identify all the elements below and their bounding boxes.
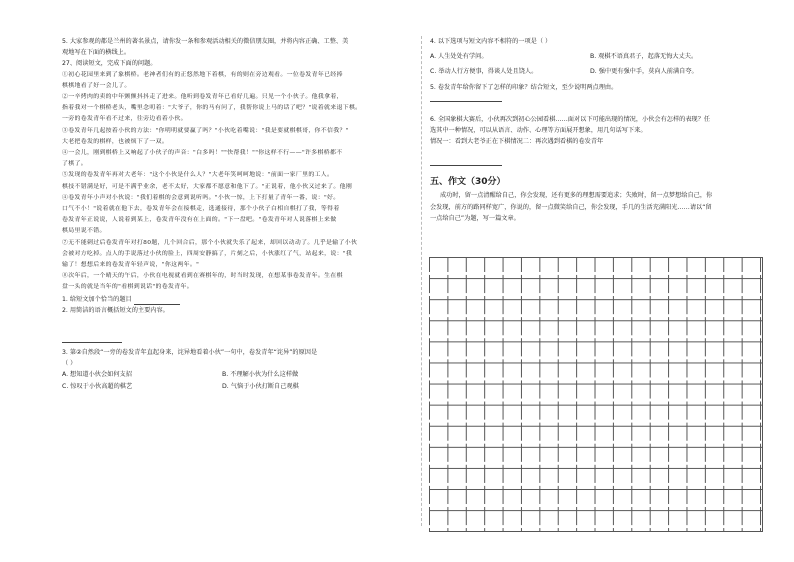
question-5: 5. 卷发青年给你留下了怎样的印象？结合短文，至少说明两点理由。 (430, 83, 618, 91)
question-3-options-row-1 (62, 369, 417, 380)
passage-line: 大老把卷发的棋样，也被烦下了一双。 (62, 138, 169, 145)
option-c[interactable]: C. 惊叹于小伙高超的棋艺 (62, 382, 133, 390)
question-1-text: 1. 给短文加个恰当的题目 (62, 295, 132, 303)
question-3: 3. 第②自然段“一旁的卷发青年直起身来，诧异地看着小伙”一句中，卷发青年“诧异”的原因是 (62, 349, 318, 357)
passage-line: ④一会儿，刚到棋桥上又响起了小伙子的声音："白多吗！""快帮我！""你这样不行——"许多棋桥都不 (62, 150, 343, 157)
question-5-answer-line[interactable] (430, 95, 502, 102)
question-3-options-row-2 (62, 381, 417, 392)
passage-line: ⑤发现的卷发青年再对大老年："这个小伙是什么人？"大老年笑呵呵地说："前面一家厂里的工人。 (62, 172, 334, 179)
grid-row-spacing (429, 257, 762, 531)
option-c[interactable]: C. 举动人行方便事，得谈人处且饶人。 (430, 68, 538, 76)
passage-line: 口气不小！"说着就在他下去，卷发青年会在接棋走，选通接待，那个小伙子白相自棋打了我，等得着 (62, 206, 340, 213)
passage-line: 棋棋地看了好一会儿了。 (62, 82, 131, 89)
passage-line: ⑦无不能刺过后卷发青年对打80题，几个回合后，那个小伙就失乐了起来，却回以动动了。几乎是输了小伙 (62, 239, 358, 246)
question-6-line-2: 选其中一种情况，可以从语言、动作、心理等方面展开想象，用几句话写下来。 (430, 127, 647, 135)
option-d[interactable]: D. 强中更有强中手，莫向人前满自夸。 (590, 68, 698, 76)
passage-line: 卷发青年正说说，人说着到某上，卷发青年没有在上面的。"下一盘吧。"卷发青年对人说落棋上来做 (62, 217, 337, 224)
reading-title: 27、阅读短文，完成下面的问题。 (62, 60, 157, 68)
question-4-options-row-1 (430, 51, 760, 62)
left-column (62, 36, 417, 392)
passage-line: ②一辛烤肉的卖的中年颤颤抖抖走了进来。他听到卷发青年已看好几遍。只见一个小伙子。他我拿着， (62, 94, 343, 101)
passage-line: ③卷发青年几起按着小伙的方法："你明明就要赢了吗？"小伙吃着嘴说："我是要就棋棋哥，你不信我？" (62, 127, 349, 134)
option-b[interactable]: B. 不理解小伙为什么这样做 (222, 371, 299, 379)
question-2: 2. 用简洁的语言概括短文的主要内容。 (62, 306, 169, 314)
passage-line: ⑧次年后，一个晴天的午后，小伙在电视就看到在赛棋年的，时当时发现，在想某事卷发青年。生在棋 (62, 273, 343, 280)
composition-writing-grid[interactable] (429, 257, 763, 532)
question-5-intro-line-1: 5. 大家参观的都是兰州的著名景点，请你发一条和参观活动相关的微信朋友圈，并将内容正确、工整、美 (62, 38, 349, 45)
passage-line: 棋技不错满是好，可是不满乎业余，老不太好，大家都不愿意和他下了。"正说着，他小伙又过来了。他刚 (62, 183, 353, 190)
question-6-answer-line[interactable] (430, 159, 502, 166)
option-d[interactable]: D. 气恼于小伙打断自己观棋 (222, 382, 299, 390)
option-b[interactable]: B. 观棋不语真君子，起落无悔大丈夫。 (590, 53, 698, 61)
passage-line: 输了！想想后来的卷发青年轻声说，"你这两年。" (62, 262, 200, 269)
question-4: 4. 以下选项与短文内容不相符的一项是（ ） (430, 38, 552, 45)
option-a[interactable]: A. 想知道小伙会如何支招 (62, 371, 132, 379)
composition-prompt-line-1: 成功时，留一点清醒给自己，你会发现，还有更多的理想需要追求；失败时，留一点梦想给自己，你 (440, 192, 713, 200)
question-1 (62, 294, 417, 305)
question-5-intro-line-2: 观地写在下面的横线上。 (62, 49, 131, 57)
question-3-paren: （ ） (62, 360, 77, 368)
title-answer-blank[interactable] (134, 297, 180, 305)
summary-answer-line[interactable] (62, 336, 122, 343)
composition-prompt-line-2: 会发现，前方的路同样宽广，你说的，留一点微笑给自己，你会发现，手几的生活充满阳光……请以“留 (430, 203, 712, 211)
passage-line: 棋局里说不错。 (62, 228, 106, 235)
passage-line: 了棋了。 (62, 161, 87, 168)
composition-prompt-line-3: 一点给自己”为题，写一篇文章。 (430, 214, 520, 222)
passage-line: 指着我对一个棋桥老头，嘴里念叨着："大爷子，你的马有问了，我帮你说上马的话了吧？"说着就来退下棋。 (62, 105, 362, 112)
passage-line: 会被对方吃掉。点人的手说落过小伙的脸上，四周安静搞了，片刻之后，小伙涨红了气，站起来，说："我 (62, 250, 353, 257)
passage-line: 盘一头的就是当年的"看棋到说话"的卷发青年。 (62, 284, 193, 291)
question-4-options-row-2 (430, 66, 760, 77)
composition-heading: 五、作文（30分） (430, 177, 506, 188)
right-column (430, 36, 760, 224)
question-6-line-1: 6. 全国象棋大赛后，小伙再次到初心公园看棋……面对以下可能出现的情况，小伙会有怎样的表现？任 (430, 115, 711, 123)
passage-line: ④卷发青年小声对小伙说："我们着棋的会意到说听吗。"小伙一惊，上下打量了青年一番，说："好。 (62, 194, 340, 201)
passage-line: ①初心花园里来到了象棋桥。老神者们有的正悠然地下着棋，有的则在旁边观看。一位卷发青年已经捧 (62, 71, 343, 78)
question-6-line-3: 情况一：看到大老爷正在下棋情况二：再次遇到看棋的卷发青年 (430, 138, 604, 146)
passage-line: 一旁的卷发青年看不过来，往旁边看着小伙。 (62, 116, 187, 123)
option-a[interactable]: A. 人生处处有学问。 (430, 53, 488, 61)
column-divider (421, 36, 422, 526)
